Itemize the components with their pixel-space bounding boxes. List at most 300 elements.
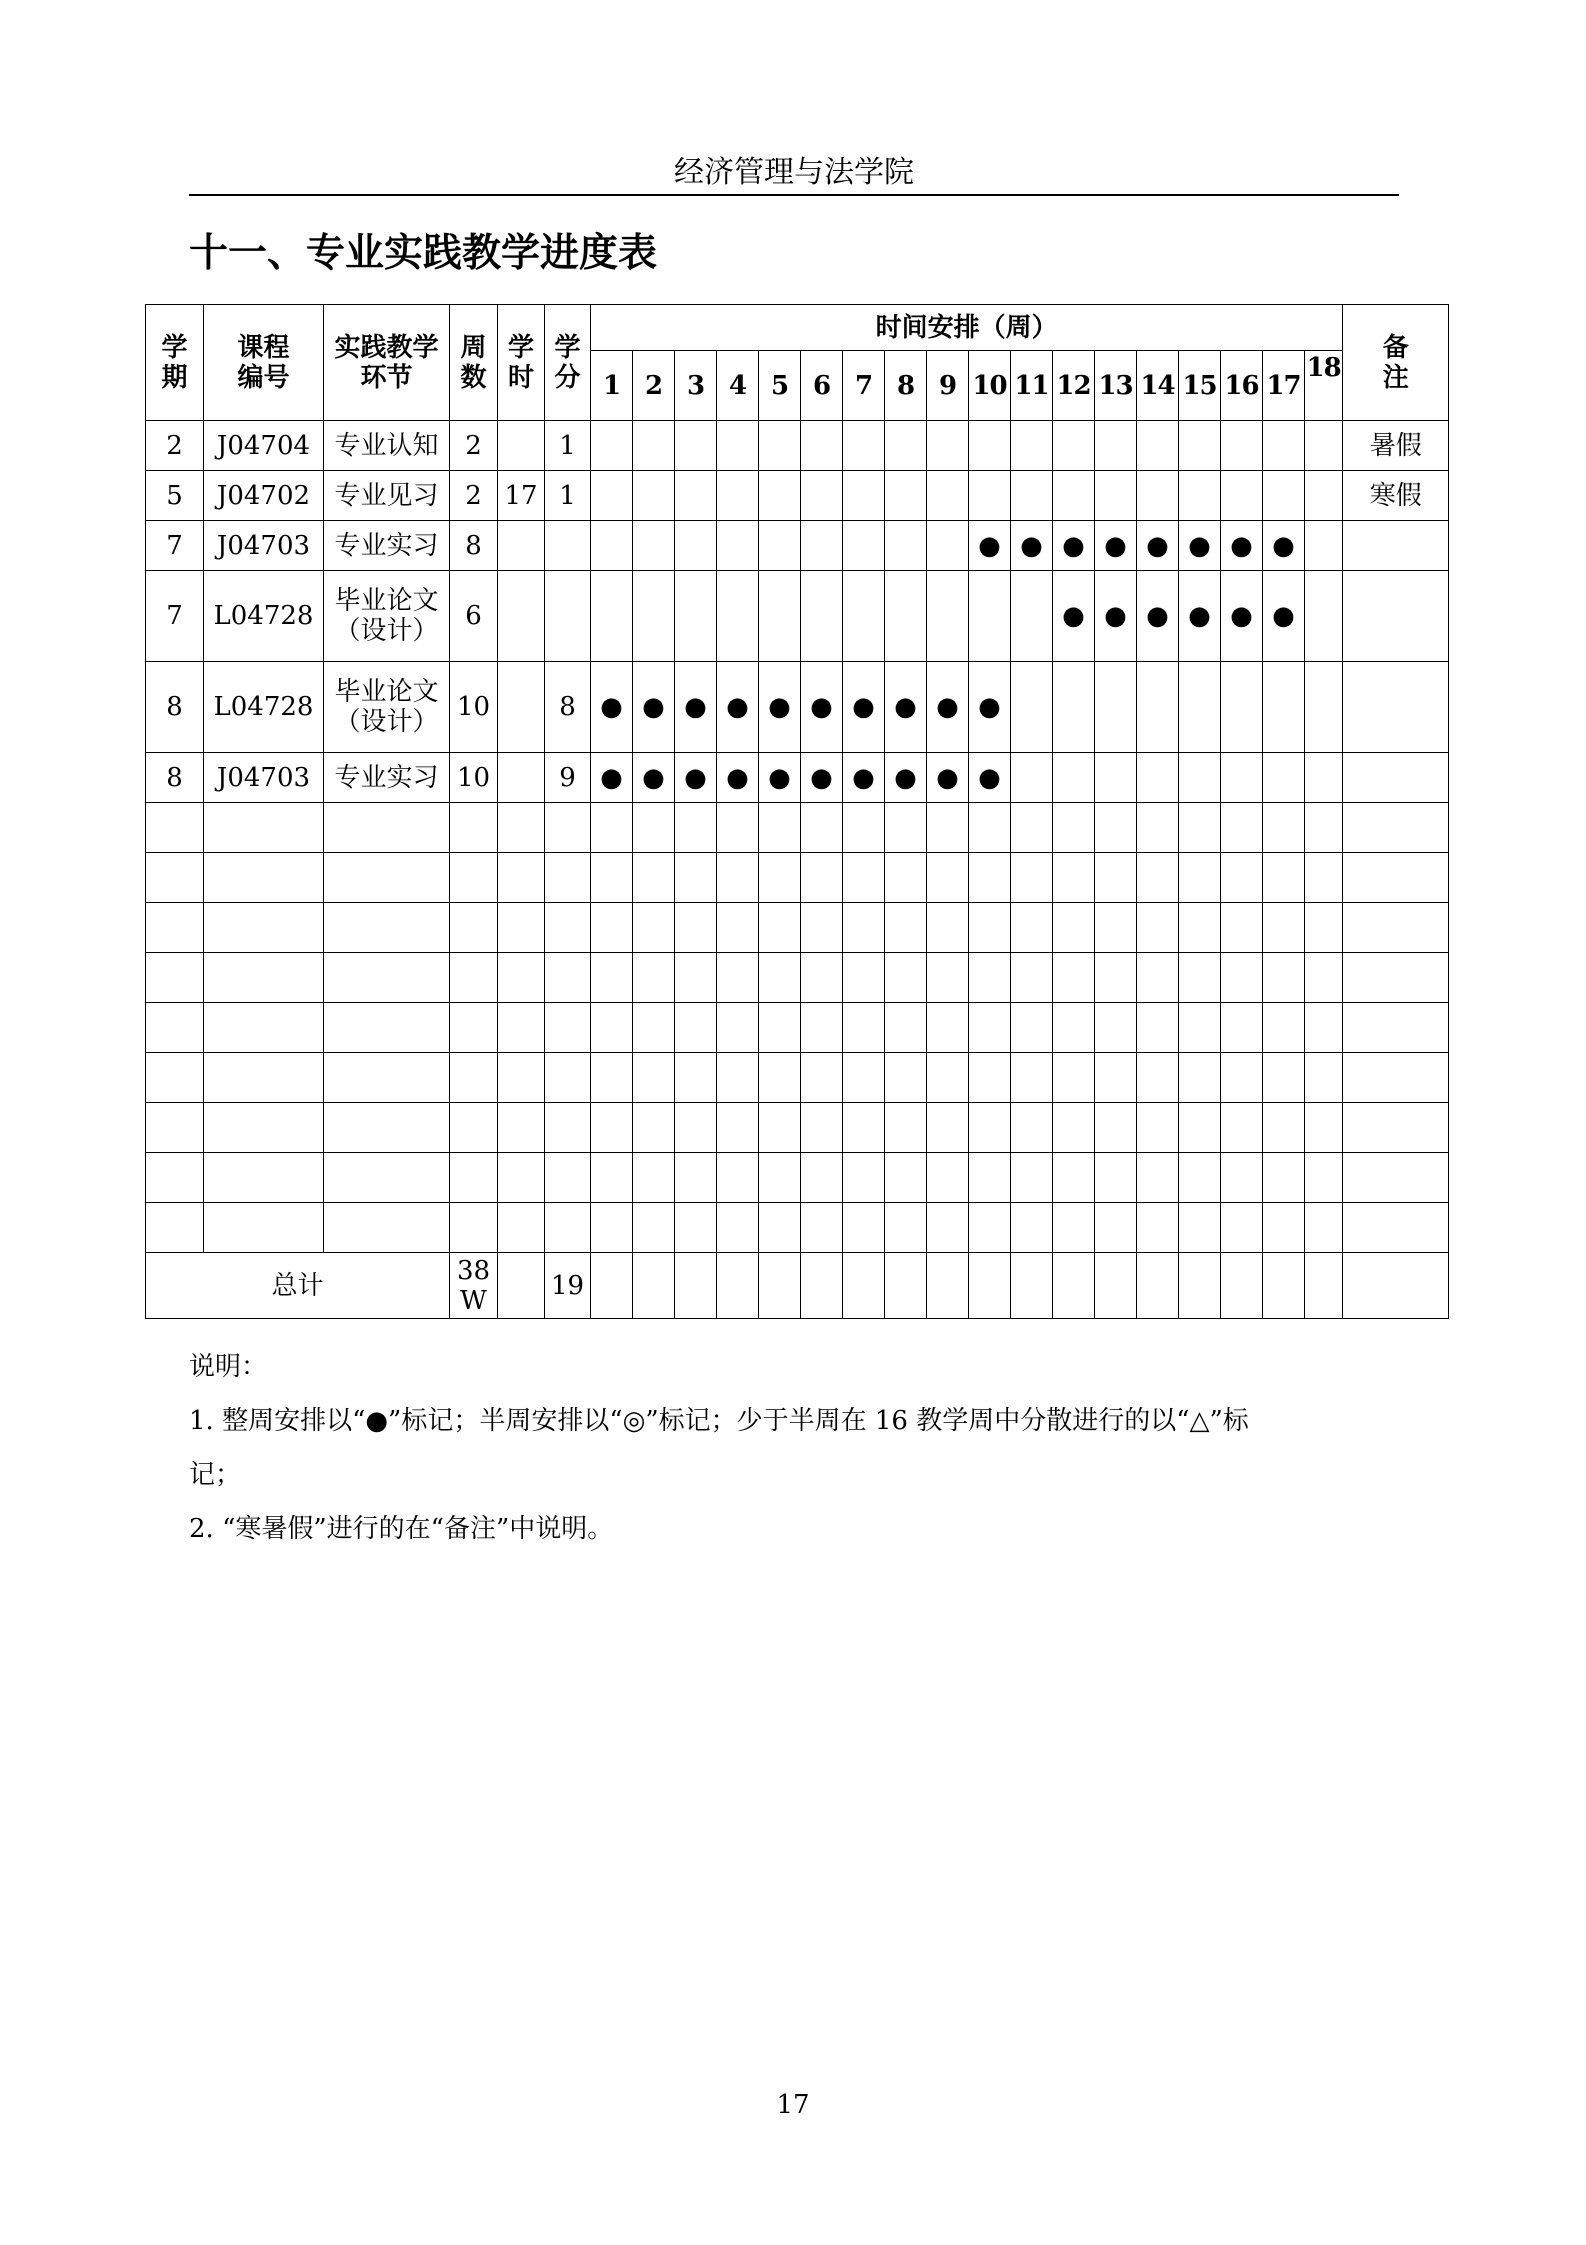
empty-cell [1137, 1153, 1179, 1203]
week-mark-cell [591, 753, 633, 803]
week-cell [927, 521, 969, 571]
empty-cell [633, 1103, 675, 1153]
course-code-cell: L04728 [204, 662, 324, 753]
empty-cell [450, 1103, 498, 1153]
week-cell [1305, 571, 1343, 662]
credits-cell: 9 [545, 753, 591, 803]
empty-cell [1095, 1053, 1137, 1103]
week-number: 16 [1221, 351, 1263, 421]
empty-cell [801, 1053, 843, 1103]
week-cell [927, 421, 969, 471]
empty-cell [545, 953, 591, 1003]
col-header-weeks-line: 周 [460, 332, 487, 363]
week-cell [1221, 471, 1263, 521]
empty-cell [1095, 953, 1137, 1003]
week-number: 2 [633, 351, 675, 421]
empty-cell [843, 803, 885, 853]
empty-cell [498, 1003, 545, 1053]
week-cell [927, 571, 969, 662]
empty-cell [885, 803, 927, 853]
empty-cell [633, 803, 675, 853]
empty-cell [1179, 1053, 1221, 1103]
semester-cell: 8 [146, 753, 204, 803]
empty-cell [1179, 803, 1221, 853]
empty-cell [146, 853, 204, 903]
empty-cell [843, 1003, 885, 1053]
empty-cell [927, 1053, 969, 1103]
empty-cell [591, 903, 633, 953]
empty-cell [1263, 803, 1305, 853]
week-cell [1095, 421, 1137, 471]
practice-item-line: 专业认知 [334, 430, 439, 461]
table-row [146, 662, 1449, 753]
empty-cell [633, 953, 675, 1003]
empty-cell [675, 853, 717, 903]
empty-cell [1095, 1003, 1137, 1053]
week-cell [591, 421, 633, 471]
empty-cell [717, 903, 759, 953]
week-mark: ● [936, 762, 959, 793]
week-mark: ● [684, 692, 707, 722]
week-cell [717, 521, 759, 571]
empty-cell [1263, 1053, 1305, 1103]
week-mark-cell [1179, 571, 1221, 662]
week-cell [801, 1253, 843, 1319]
empty-cell [801, 1103, 843, 1153]
empty-cell [1053, 1103, 1095, 1153]
week-mark: ● [978, 692, 1001, 722]
week-cell [1095, 471, 1137, 521]
week-mark-cell [1095, 521, 1137, 571]
week-cell [801, 421, 843, 471]
empty-cell [759, 953, 801, 1003]
empty-cell [801, 903, 843, 953]
empty-cell [759, 1153, 801, 1203]
empty-cell [1179, 1103, 1221, 1153]
empty-cell [969, 1053, 1011, 1103]
empty-cell [969, 853, 1011, 903]
empty-cell [204, 903, 324, 953]
empty-cell [545, 853, 591, 903]
week-mark: ● [1146, 601, 1169, 631]
empty-cell [204, 953, 324, 1003]
week-cell [1095, 662, 1137, 753]
week-mark: ● [894, 692, 917, 722]
week-cell [1263, 421, 1305, 471]
empty-cell [591, 803, 633, 853]
week-cell [801, 471, 843, 521]
week-cell [1137, 662, 1179, 753]
col-header-practice-item [324, 305, 450, 421]
empty-cell [545, 1203, 591, 1253]
week-mark: ● [1188, 601, 1211, 631]
hours-cell: 17 [498, 471, 545, 521]
empty-cell [324, 903, 450, 953]
table-row [146, 753, 1449, 803]
hours-cell [498, 571, 545, 662]
empty-cell [498, 1203, 545, 1253]
empty-cell [675, 1203, 717, 1253]
empty-cell [146, 903, 204, 953]
week-cell [927, 1253, 969, 1319]
empty-cell [633, 903, 675, 953]
empty-cell [717, 853, 759, 903]
week-cell [1137, 471, 1179, 521]
table-row [146, 471, 1449, 521]
empty-cell [801, 1003, 843, 1053]
empty-cell [1179, 1203, 1221, 1253]
weeks-cell: 6 [450, 571, 498, 662]
empty-cell [1053, 1003, 1095, 1053]
total-weeks-line: W [460, 1285, 487, 1316]
col-header-remarks-line: 备 [1382, 332, 1409, 363]
week-cell [1305, 471, 1343, 521]
week-cell [1305, 521, 1343, 571]
empty-cell [759, 1003, 801, 1053]
empty-cell [324, 1103, 450, 1153]
empty-cell [1305, 1103, 1343, 1153]
empty-cell [1137, 1003, 1179, 1053]
empty-cell [759, 1103, 801, 1153]
empty-cell [927, 953, 969, 1003]
week-cell [969, 1253, 1011, 1319]
week-cell [675, 471, 717, 521]
week-number: 13 [1095, 351, 1137, 421]
total-row [146, 1253, 1449, 1319]
week-mark: ● [684, 762, 707, 793]
empty-cell [1053, 1153, 1095, 1203]
col-header-remarks [1343, 305, 1449, 421]
empty-cell [927, 1003, 969, 1053]
week-cell [633, 1253, 675, 1319]
empty-cell [885, 853, 927, 903]
col-header-course-code-line: 编号 [237, 362, 290, 393]
empty-cell [927, 903, 969, 953]
empty-cell [204, 853, 324, 903]
week-cell [1137, 753, 1179, 803]
empty-cell [1305, 803, 1343, 853]
empty-cell [545, 1003, 591, 1053]
week-cell [1011, 571, 1053, 662]
week-cell [1095, 753, 1137, 803]
empty-cell [1011, 1003, 1053, 1053]
table-row [146, 571, 1449, 662]
week-cell [675, 421, 717, 471]
col-header-weeks [450, 305, 498, 421]
empty-cell [927, 1103, 969, 1153]
empty-cell [1343, 1203, 1449, 1253]
week-mark-cell [927, 662, 969, 753]
week-cell [1179, 662, 1221, 753]
empty-cell [545, 903, 591, 953]
empty-cell [1095, 853, 1137, 903]
empty-cell [969, 903, 1011, 953]
week-mark-cell [969, 521, 1011, 571]
practice-item-line: 专业实习 [334, 530, 439, 561]
week-cell [759, 571, 801, 662]
week-cell [633, 521, 675, 571]
remark-cell [1343, 1253, 1449, 1319]
empty-cell [1137, 803, 1179, 853]
week-number: 1 [591, 351, 633, 421]
header-rule [189, 194, 1399, 196]
empty-cell [1343, 853, 1449, 903]
empty-cell [675, 903, 717, 953]
week-mark: ● [852, 762, 875, 793]
week-mark: ● [1062, 530, 1085, 561]
empty-cell [717, 1203, 759, 1253]
practice-item-line: 毕业论文 [334, 677, 439, 707]
week-cell [591, 521, 633, 571]
table-row [146, 421, 1449, 471]
week-cell [717, 571, 759, 662]
empty-cell [759, 903, 801, 953]
week-mark: ● [978, 762, 1001, 793]
week-cell [717, 471, 759, 521]
empty-cell [969, 1153, 1011, 1203]
total-weeks-line: 38 [456, 1255, 491, 1286]
week-cell [969, 571, 1011, 662]
week-cell [675, 521, 717, 571]
section-title: 十一、专业实践教学进度表 [189, 231, 658, 276]
week-cell [1263, 662, 1305, 753]
week-mark: ● [642, 692, 665, 722]
remark-cell [1343, 521, 1449, 571]
week-cell [969, 471, 1011, 521]
week-mark: ● [894, 762, 917, 793]
empty-cell [1221, 803, 1263, 853]
week-mark-cell [759, 753, 801, 803]
empty-cell [717, 1003, 759, 1053]
week-cell [927, 471, 969, 521]
empty-cell [885, 1153, 927, 1203]
empty-cell [843, 1203, 885, 1253]
col-header-semester [146, 305, 204, 421]
week-cell [843, 1253, 885, 1319]
week-mark: ● [600, 692, 623, 722]
week-mark-cell [1263, 571, 1305, 662]
empty-cell [450, 1203, 498, 1253]
empty-cell [843, 1103, 885, 1153]
empty-cell [1263, 1103, 1305, 1153]
empty-cell [1221, 1103, 1263, 1153]
week-mark: ● [726, 692, 749, 722]
week-mark-cell [969, 753, 1011, 803]
week-cell [1011, 1253, 1053, 1319]
week-cell [843, 421, 885, 471]
semester-cell: 2 [146, 421, 204, 471]
empty-cell [675, 1103, 717, 1153]
total-weeks [450, 1253, 498, 1319]
col-header-remarks-line: 注 [1382, 362, 1409, 393]
empty-cell [885, 1053, 927, 1103]
empty-cell [801, 1203, 843, 1253]
week-mark-cell [1263, 521, 1305, 571]
col-header-semester-line: 学 [161, 332, 188, 363]
empty-row [146, 853, 1449, 903]
empty-cell [801, 953, 843, 1003]
empty-cell [1053, 853, 1095, 903]
empty-cell [450, 803, 498, 853]
empty-row [146, 953, 1449, 1003]
week-mark-cell [1137, 571, 1179, 662]
empty-cell [1263, 903, 1305, 953]
empty-cell [591, 1153, 633, 1203]
week-cell [1179, 471, 1221, 521]
empty-cell [1011, 953, 1053, 1003]
empty-cell [1343, 903, 1449, 953]
remark-cell [1343, 571, 1449, 662]
practice-item-cell [324, 421, 450, 471]
empty-cell [969, 1203, 1011, 1253]
empty-cell [146, 1203, 204, 1253]
week-cell [1221, 662, 1263, 753]
weeks-cell: 10 [450, 662, 498, 753]
col-header-course-code [204, 305, 324, 421]
empty-cell [324, 1003, 450, 1053]
week-mark-cell [801, 662, 843, 753]
empty-cell [927, 803, 969, 853]
practice-item-cell [324, 753, 450, 803]
empty-cell [1179, 1153, 1221, 1203]
empty-cell [146, 803, 204, 853]
empty-cell [1343, 953, 1449, 1003]
week-mark: ● [600, 762, 623, 793]
empty-cell [591, 1053, 633, 1103]
course-code-cell: L04728 [204, 571, 324, 662]
empty-cell [1179, 1003, 1221, 1053]
empty-cell [498, 1103, 545, 1153]
week-cell [717, 1253, 759, 1319]
empty-cell [1179, 953, 1221, 1003]
notes-heading: 说明： [189, 1352, 268, 1382]
empty-cell [843, 953, 885, 1003]
empty-cell [717, 1053, 759, 1103]
empty-cell [204, 1003, 324, 1053]
week-cell [1305, 1253, 1343, 1319]
empty-cell [1305, 853, 1343, 903]
week-mark-cell [843, 662, 885, 753]
week-cell [633, 471, 675, 521]
remark-cell: 寒假 [1343, 471, 1449, 521]
empty-cell [1011, 1053, 1053, 1103]
empty-cell [146, 1103, 204, 1153]
practice-item-line: 毕业论文 [334, 586, 439, 616]
week-cell [1179, 753, 1221, 803]
empty-cell [885, 903, 927, 953]
credits-cell: 1 [545, 421, 591, 471]
week-cell [1053, 471, 1095, 521]
week-mark: ● [726, 762, 749, 793]
semester-cell: 5 [146, 471, 204, 521]
week-cell [1305, 421, 1343, 471]
empty-cell [633, 1153, 675, 1203]
header-row [146, 305, 1449, 351]
week-cell [885, 571, 927, 662]
weeks-cell: 8 [450, 521, 498, 571]
page-number: 17 [776, 2090, 810, 2120]
empty-cell [969, 1003, 1011, 1053]
empty-cell [545, 1153, 591, 1203]
empty-cell [1221, 953, 1263, 1003]
week-cell [675, 1253, 717, 1319]
empty-cell [843, 853, 885, 903]
total-hours [498, 1253, 545, 1319]
week-mark: ● [810, 692, 833, 722]
week-cell [1221, 753, 1263, 803]
empty-cell [1305, 903, 1343, 953]
week-cell [759, 471, 801, 521]
week-mark-cell [1221, 571, 1263, 662]
week-cell [1011, 662, 1053, 753]
week-mark-cell [675, 753, 717, 803]
empty-cell [324, 1203, 450, 1253]
remark-cell: 暑假 [1343, 421, 1449, 471]
week-mark: ● [1188, 530, 1211, 561]
empty-cell [675, 1153, 717, 1203]
week-cell [717, 421, 759, 471]
week-number: 15 [1179, 351, 1221, 421]
page-header: 经济管理与法学院 [674, 155, 914, 190]
empty-cell [885, 953, 927, 1003]
notes [189, 1340, 1409, 1556]
week-cell [1221, 421, 1263, 471]
empty-cell [1011, 1103, 1053, 1153]
week-cell [1053, 421, 1095, 471]
remark-cell [1343, 753, 1449, 803]
week-number: 5 [759, 351, 801, 421]
week-mark-cell [1221, 521, 1263, 571]
week-cell [1305, 662, 1343, 753]
week-cell [591, 1253, 633, 1319]
credits-cell [545, 521, 591, 571]
col-header-course-code-line: 课程 [237, 332, 290, 363]
empty-cell [927, 1203, 969, 1253]
week-mark: ● [1230, 601, 1253, 631]
week-mark-cell [969, 662, 1011, 753]
empty-cell [801, 1153, 843, 1203]
practice-item-line: （设计） [334, 707, 439, 737]
empty-cell [927, 853, 969, 903]
empty-cell [1343, 1003, 1449, 1053]
total-credits: 19 [545, 1253, 591, 1319]
empty-cell [675, 1003, 717, 1053]
week-cell [885, 1253, 927, 1319]
week-cell [1095, 1253, 1137, 1319]
empty-cell [1053, 903, 1095, 953]
week-cell [1305, 753, 1343, 803]
week-number: 8 [885, 351, 927, 421]
remark-cell [1343, 662, 1449, 753]
empty-cell [1053, 953, 1095, 1003]
week-cell [1179, 1253, 1221, 1319]
week-mark-cell [633, 662, 675, 753]
week-mark: ● [1272, 601, 1295, 631]
week-cell [801, 571, 843, 662]
week-number: 10 [969, 351, 1011, 421]
week-cell [759, 521, 801, 571]
course-code-cell: J04704 [204, 421, 324, 471]
empty-cell [1343, 1153, 1449, 1203]
empty-cell [204, 803, 324, 853]
hours-cell [498, 521, 545, 571]
empty-cell [204, 1153, 324, 1203]
practice-item-line: （设计） [334, 616, 439, 646]
empty-cell [885, 1003, 927, 1053]
empty-cell [450, 903, 498, 953]
empty-cell [498, 1153, 545, 1203]
empty-cell [146, 1003, 204, 1053]
